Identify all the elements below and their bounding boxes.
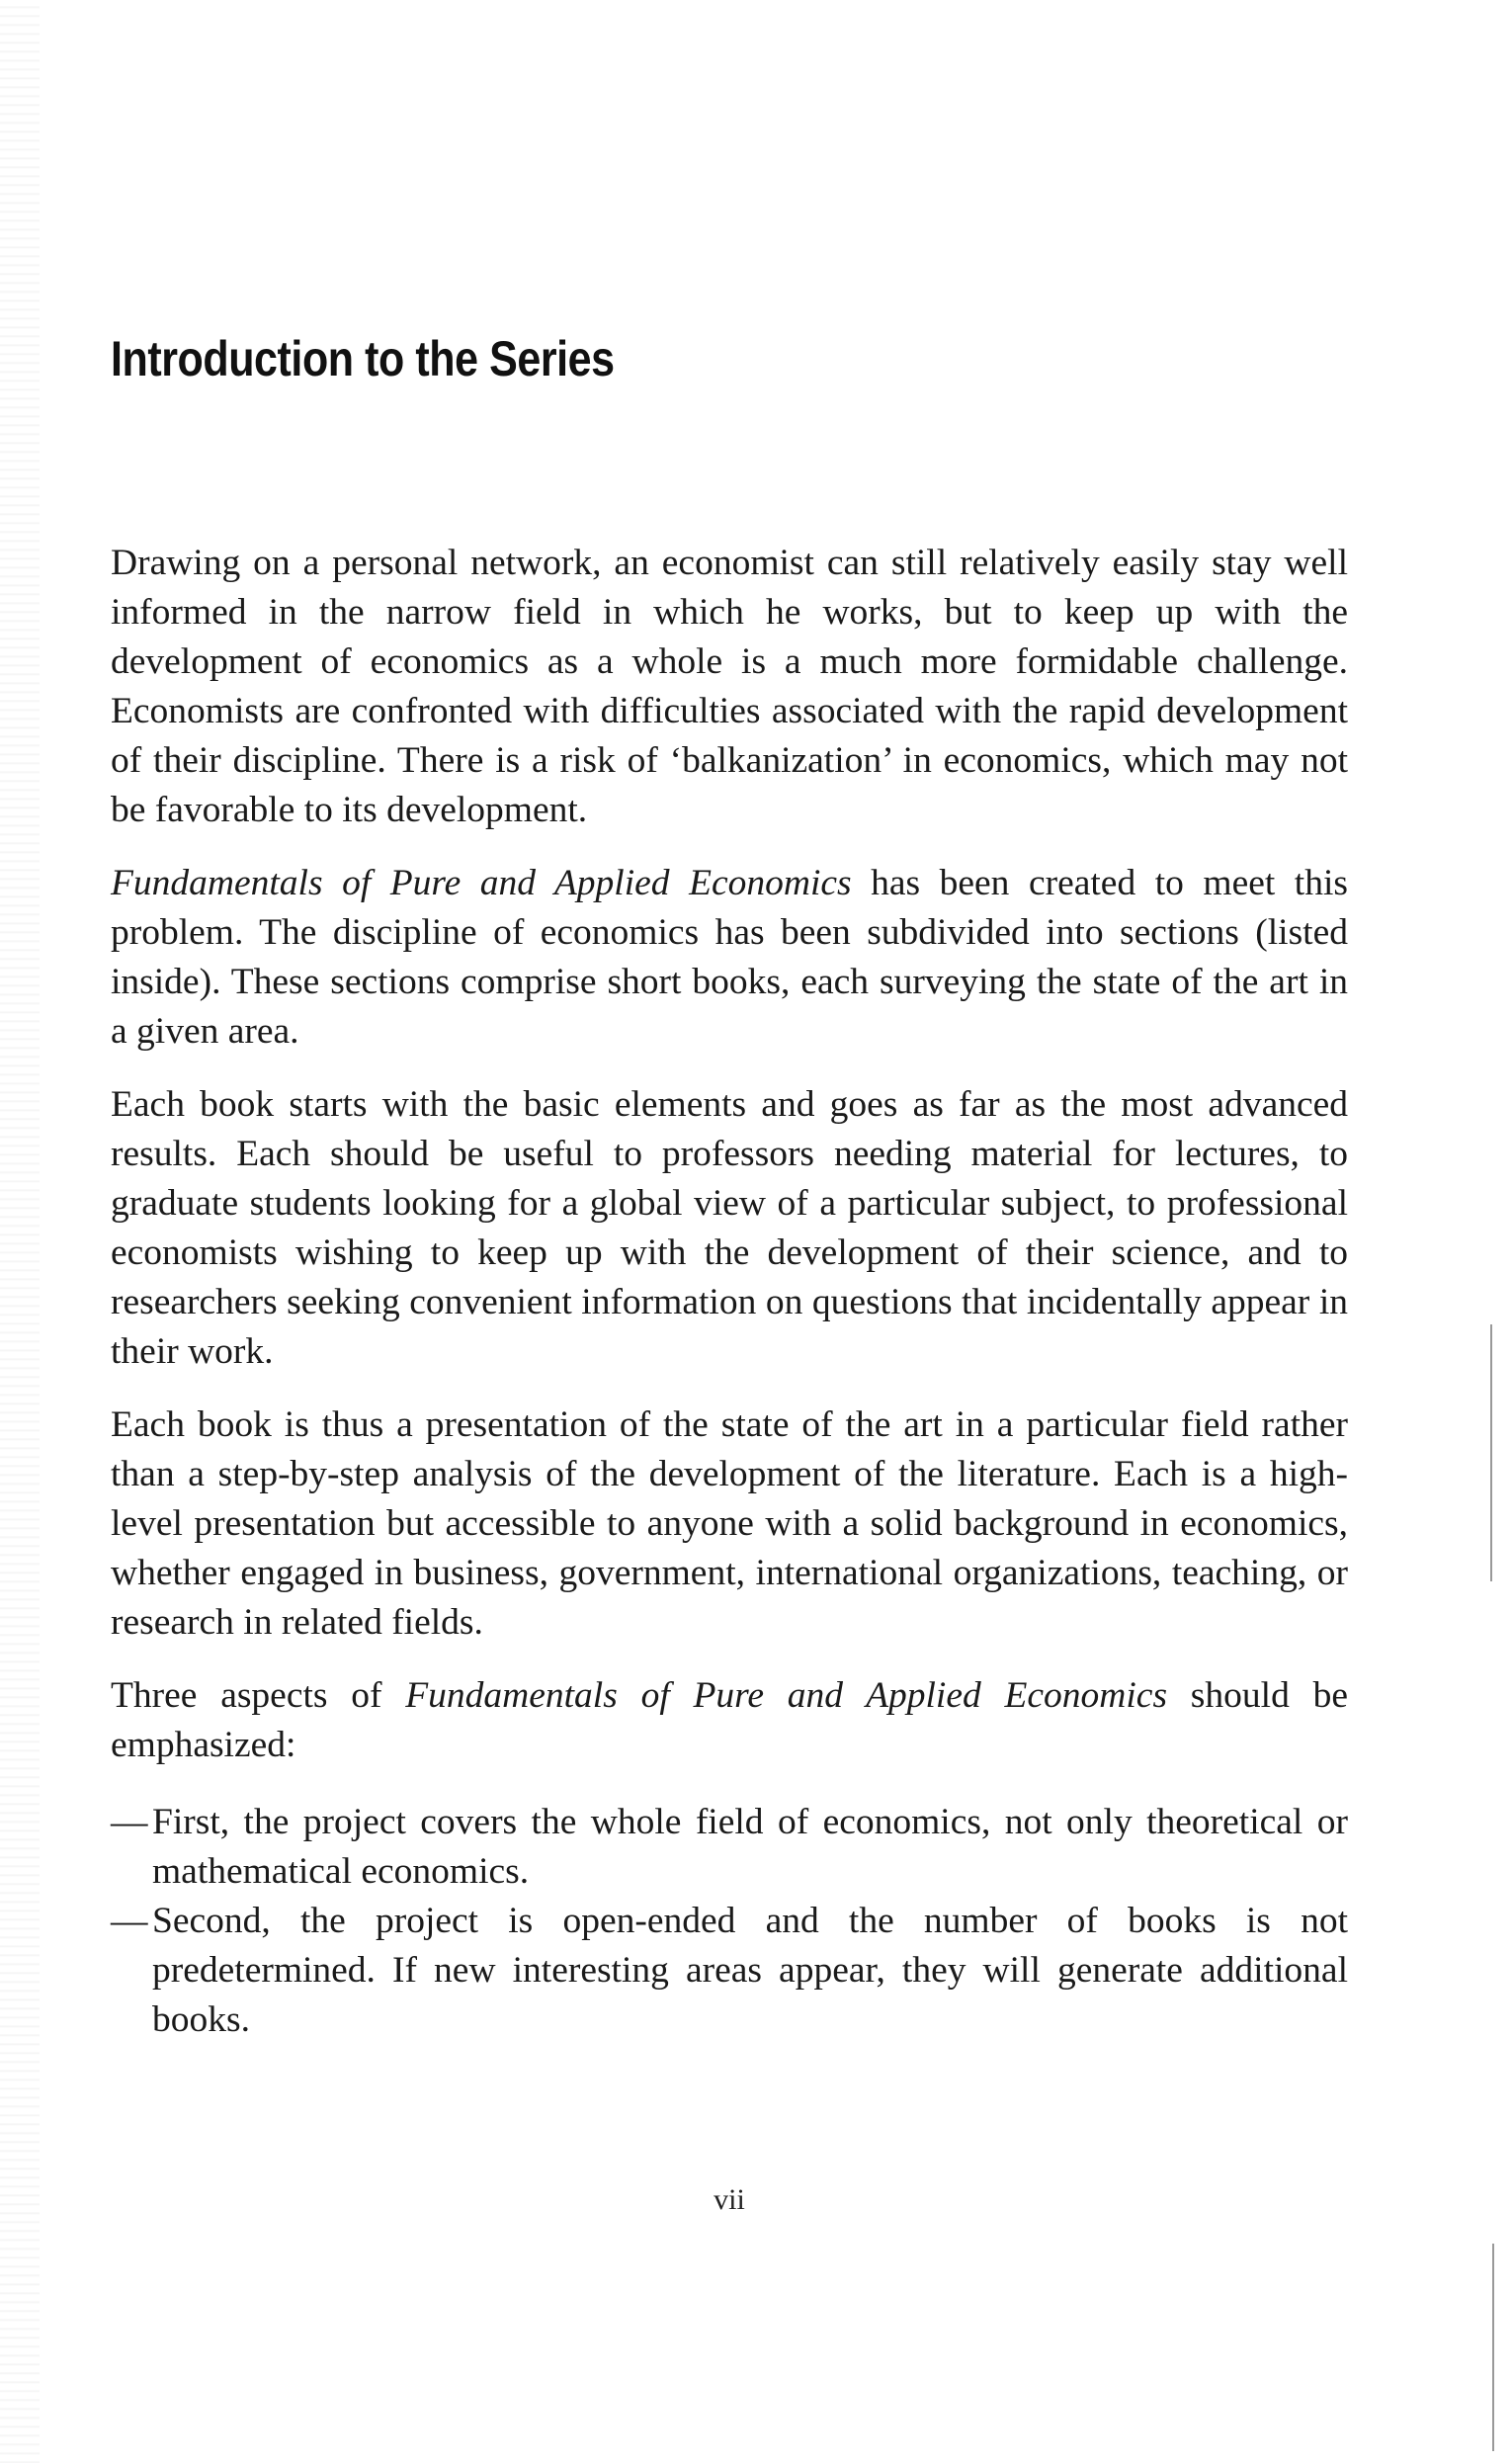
aspects-intro-after: should be emphasized: [111, 1675, 1348, 1765]
paragraph-text: has been created to meet this problem. The discipline of economics has been subdivided into sections (listed inside). These sections comprise short books, each surveying the state of the art in a given area. [111, 863, 1348, 1052]
scan-artifact-line [1490, 1324, 1492, 1581]
dash-marker: — [111, 1901, 148, 1941]
aspects-list [111, 1798, 1348, 2045]
series-title-italic: Fundamentals of Pure and Applied Economics [405, 1675, 1168, 1716]
paragraph-text: Each book starts with the basic elements and goes as far as the most advanced results. Each should be useful to professors needing material for lectures, to graduate students looking for a global view of a particular subject, to professional economists wishing to keep up with the development of their science, and to researchers seeking convenient information on questions that incidentally appear in their work. [111, 1084, 1348, 1372]
page-number: vii [714, 2183, 745, 2216]
paragraph [111, 539, 1348, 835]
dash-marker: — [111, 1802, 148, 1842]
list-item-text: Second, the project is open-ended and the number of books is not predetermined. If new interesting areas appear, they will generate additional books. [152, 1901, 1348, 2040]
paragraph-text: Drawing on a personal network, an economist can still relatively easily stay well informed in the narrow field in which he works, but to keep up with the development of economics as a whole is a much more formidable challenge. Economists are confronted with difficulties associated with the rapid development of their discipline. There is a risk of ‘balkanization’ in economics, which may not be favorable to its development. [111, 543, 1348, 830]
aspects-intro [111, 1671, 1348, 1770]
list-item [111, 1798, 1348, 1897]
paragraph [111, 1401, 1348, 1648]
aspects-intro-before: Three aspects of [111, 1675, 406, 1716]
body-text [111, 539, 1348, 2045]
scan-artifact-line [1492, 2244, 1494, 2451]
scan-edge-texture [0, 0, 40, 2463]
list-item [111, 1897, 1348, 2045]
paragraph [111, 1080, 1348, 1377]
chapter-title: Introduction to the Series [111, 331, 615, 386]
paragraph [111, 859, 1348, 1057]
list-item-text: First, the project covers the whole field of economics, not only theoretical or mathematical economics. [152, 1802, 1348, 1892]
paragraph-text: Each book is thus a presentation of the state of the art in a particular field rather than a step-by-step analysis of the development of the literature. Each is a high-level presentation but accessible to anyone with a solid background in economics, whether engaged in business, government, international organizations, teaching, or research in related fields. [111, 1404, 1348, 1643]
series-title-italic: Fundamentals of Pure and Applied Economics [111, 863, 852, 903]
